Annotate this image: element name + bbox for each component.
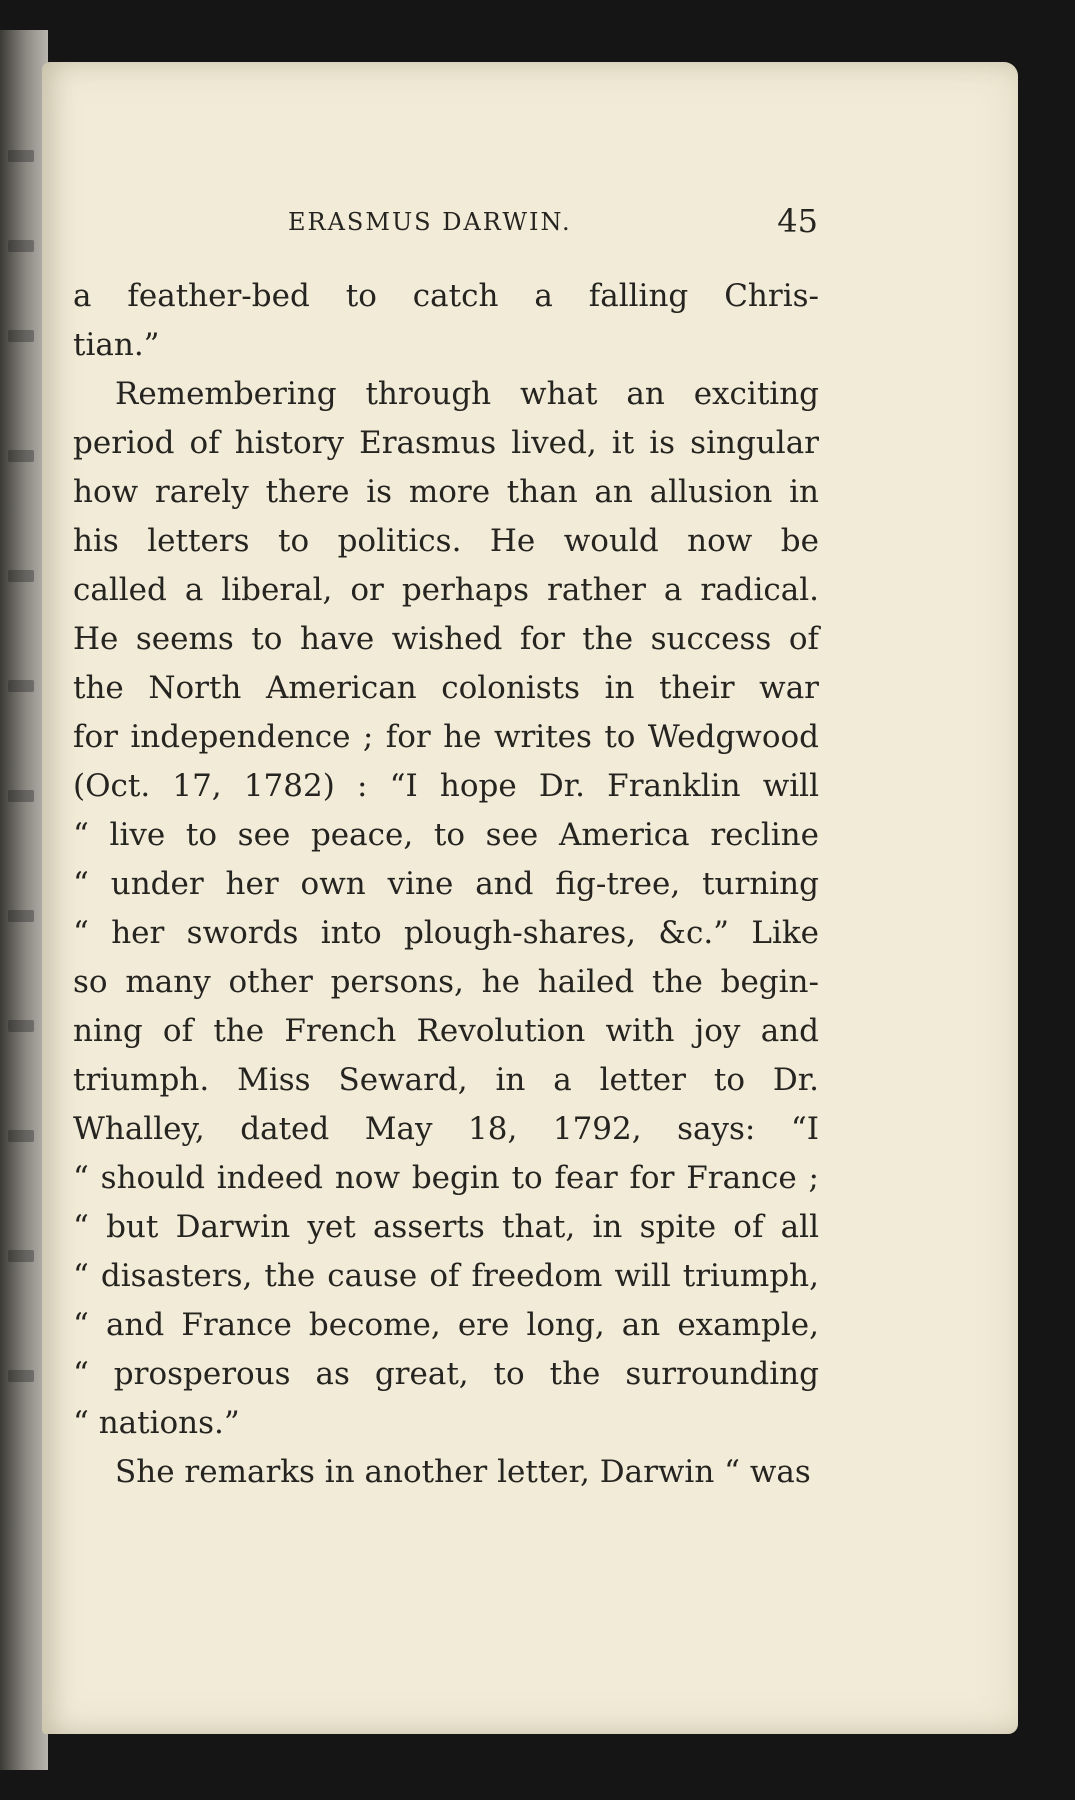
bleed-through-mark xyxy=(8,240,34,252)
text-line: “ but Darwin yet asserts that, in spite of all xyxy=(73,1209,819,1245)
text-line: triumph. Miss Seward, in a letter to Dr. xyxy=(73,1062,819,1098)
bleed-through-mark xyxy=(8,1250,34,1262)
text-line: (Oct. 17, 1782) : “I hope Dr. Franklin will xyxy=(73,768,819,804)
text-line: period of history Erasmus lived, it is singular xyxy=(73,425,819,461)
bleed-through-mark xyxy=(8,150,34,162)
text-line: “ live to see peace, to see America recline xyxy=(73,817,819,853)
text-line: ning of the French Revolution with joy and xyxy=(73,1013,819,1049)
bleed-through-mark xyxy=(8,680,34,692)
body-text xyxy=(73,272,819,1497)
text-line: “ nations.” xyxy=(73,1405,240,1441)
text-line: Remembering through what an exciting xyxy=(115,376,819,412)
previous-page-edge xyxy=(0,30,48,1770)
text-line: “ should indeed now begin to fear for France ; xyxy=(73,1160,819,1196)
text-line: for independence ; for he writes to Wedgwood xyxy=(73,719,819,755)
text-line: Whalley, dated May 18, 1792, says: “I xyxy=(73,1111,819,1147)
text-line: his letters to politics. He would now be xyxy=(73,523,819,559)
bleed-through-mark xyxy=(8,450,34,462)
text-line: “ disasters, the cause of freedom will triumph, xyxy=(73,1258,819,1294)
running-head: ERASMUS DARWIN. xyxy=(288,208,572,236)
bleed-through-mark xyxy=(8,570,34,582)
text-line: a feather-bed to catch a falling Chris- xyxy=(73,278,819,314)
bleed-through-mark xyxy=(8,1020,34,1032)
text-line: called a liberal, or perhaps rather a radical. xyxy=(73,572,819,608)
text-line: the North American colonists in their war xyxy=(73,670,819,706)
text-line: tian.” xyxy=(73,327,160,363)
text-line: “ prosperous as great, to the surrounding xyxy=(73,1356,819,1392)
bleed-through-mark xyxy=(8,790,34,802)
text-line: how rarely there is more than an allusion in xyxy=(73,474,819,510)
bleed-through-mark xyxy=(8,330,34,342)
text-line: “ her swords into plough-shares, &c.” Like xyxy=(73,915,819,951)
page-number: 45 xyxy=(777,202,818,240)
bleed-through-mark xyxy=(8,910,34,922)
text-line: so many other persons, he hailed the begin- xyxy=(73,964,819,1000)
bleed-through-mark xyxy=(8,1130,34,1142)
text-line: He seems to have wished for the success of xyxy=(73,621,819,657)
text-line: “ under her own vine and fig-tree, turning xyxy=(73,866,819,902)
bleed-through-mark xyxy=(8,1370,34,1382)
text-line: “ and France become, ere long, an example, xyxy=(73,1307,819,1343)
page-header xyxy=(288,202,818,246)
text-line: She remarks in another letter, Darwin “ was xyxy=(115,1454,811,1490)
